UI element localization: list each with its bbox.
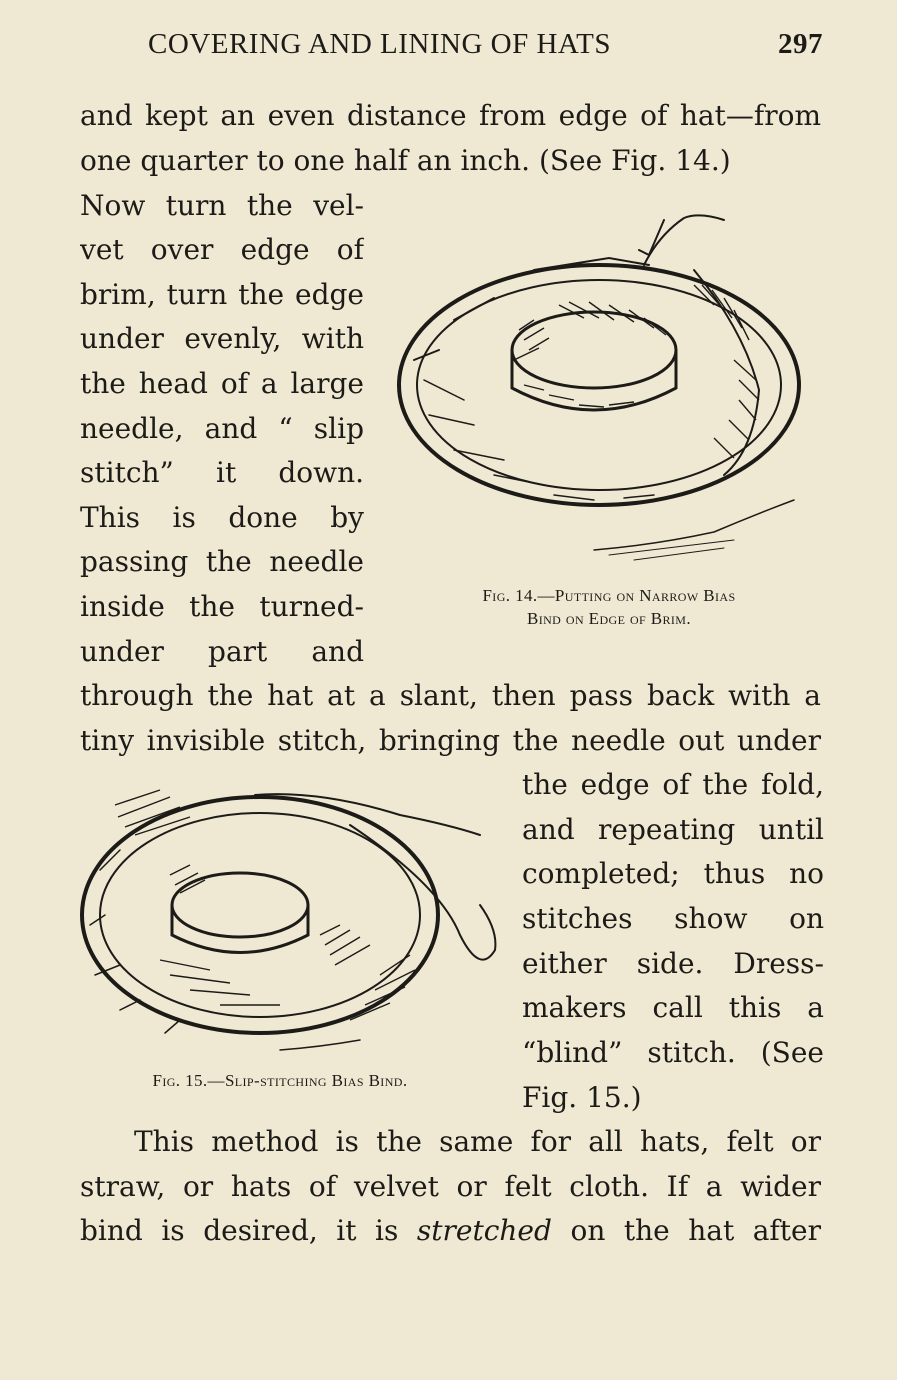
- text-line: passing the needle: [80, 545, 364, 578]
- text-line: under evenly, with: [80, 322, 364, 355]
- text-line: tiny invisible stitch, bringing the needle out under: [80, 724, 821, 757]
- fig-14-caption: [394, 584, 824, 630]
- text-line: one quarter to one half an inch. (See Fig. 14.): [80, 144, 731, 177]
- text-line: Now turn the vel-: [80, 189, 364, 222]
- fig-15-caption: Fig. 15.—Slip-stitching Bias Bind.: [152, 1071, 408, 1090]
- text-line: needle, and “ slip: [80, 412, 364, 445]
- caption-line: Bind on Edge of Brim.: [526, 609, 692, 628]
- text-line: and kept an even distance from edge of hat—from: [80, 99, 821, 132]
- text-line: [80, 1211, 821, 1251]
- text-line: the head of a large: [80, 367, 364, 400]
- text-line: under part and: [80, 635, 364, 668]
- page-number: 297: [778, 28, 823, 60]
- running-title: COVERING AND LINING OF HATS: [148, 28, 611, 60]
- caption-line: Fig. 14.—Putting on Narrow Bias: [482, 586, 736, 605]
- text-line: makers call this a: [522, 991, 824, 1024]
- text-line: straw, or hats of velvet or felt cloth. If a wider: [80, 1170, 821, 1203]
- text-line: inside the turned-: [80, 590, 364, 623]
- text-line: vet over edge of: [80, 233, 364, 266]
- text-line: either side. Dress-: [522, 947, 824, 980]
- text-line: This method is the same for all hats, felt or: [134, 1125, 821, 1158]
- text-line: through the hat at a slant, then pass back with a: [80, 679, 821, 712]
- text-line: This is done by: [80, 501, 364, 534]
- text-line: and repeating until: [522, 813, 824, 846]
- emphasis-word: stretched: [416, 1214, 552, 1247]
- text-line: stitches show on: [522, 902, 824, 935]
- text-line: Fig. 15.): [522, 1081, 642, 1114]
- text-line: stitch” it down.: [80, 456, 364, 489]
- text-line: brim, turn the edge: [80, 278, 364, 311]
- text-line: completed; thus no: [522, 857, 824, 890]
- fig-15-illustration: [80, 765, 505, 1065]
- fig-14-illustration: [394, 210, 824, 570]
- text-line: “blind” stitch. (See: [522, 1036, 824, 1069]
- running-header: [78, 28, 823, 68]
- text-line: the edge of the fold,: [522, 768, 824, 801]
- text-run: on the hat after: [570, 1214, 821, 1247]
- text-run: bind is desired, it is: [80, 1214, 399, 1247]
